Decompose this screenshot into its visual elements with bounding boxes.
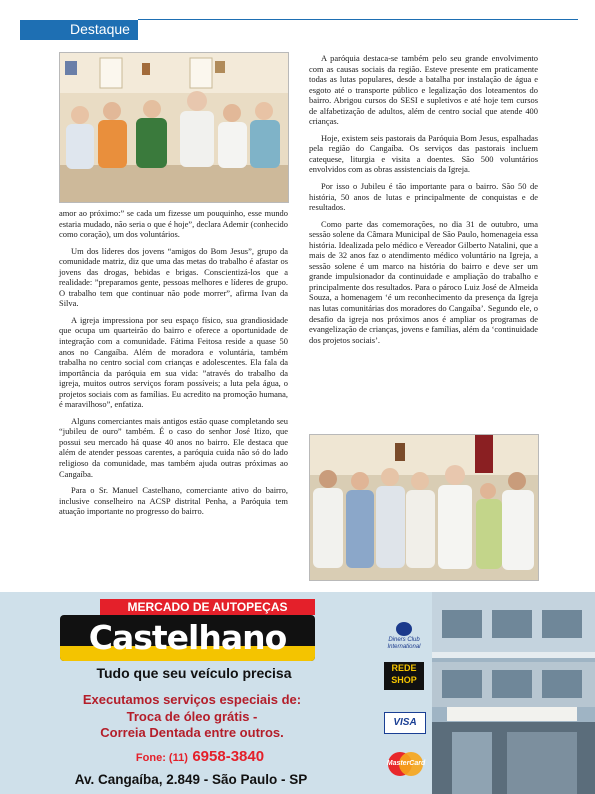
services-line: Executamos serviços especiais de: (82, 692, 302, 707)
right-text-column (309, 53, 538, 351)
paragraph: Alguns comerciantes mais antigos estão quase completando seu “jubileu de ouro” também. É o caso do senhor José Itizo, que possui seu mercado há quase 40 anos no bairro. Ele destaca que além de atender pessoas carentes, a paróquia cuida não só do lado religioso da comunidade, mas também ajuda outras próximas ao Cangaíba. (59, 415, 288, 479)
paragraph: Por isso o Jubileu é tão importante para o bairro. São 50 de história, 50 anos de lutas e principalmente de conquistas e de resultados. (309, 181, 538, 213)
services-line: Troca de óleo grátis - (126, 708, 258, 724)
paragraph: A igreja impressiona por seu espaço físico, sua grandiosidade que ocupa um quarteirão do bairro e oferece a oportunidade de integração com a comunidade. Fátima Feitosa reside a quase 50 anos no Cangaíba. Além de moradora e voluntária, também trabalha no centro social com crianças e adolescentes. Ela fala da importância da paróquia em sua vida: ”através do trabalho da igreja, muitos outros serviços foram possíveis; a luta pela água, o projetos sociais com as famílias. Eu acredito na promoção humana, é maravilhoso”, enfatiza. (59, 314, 288, 410)
logo-text: Castelhano (88, 618, 287, 657)
ad-phone (100, 748, 300, 766)
visa-logo (384, 712, 426, 734)
section-label: Destaque (70, 21, 130, 37)
paragraph: Como parte das comemorações, no dia 31 de outubro, uma sessão solene da Câmara Municipal de São Paulo, homenageia essa história. Idealizada pelo médico e Vereador Gilberto Natalini, que a mais de 32 anos faz o atendimento médico voluntário na Igreja, a sessão solene é um marco na história do bairro e deve ser um grande impulsionador da continuidade e ampliação do trabalho e principalmente dos resultados. Para o pároco Luiz José de Almeida Souza, a homenagem ‘é um reconhecimento da presença da Igreja nas lutas comunitárias dos moradores do Cangaíba’. Segundo ele, o desafio da igreja nos próximos anos é ampliar os programas de evangelização de crianças, jovens e famílias, além da ‘continuidade dos projetos sociais’. (309, 218, 538, 345)
left-text-column (59, 208, 288, 523)
photo-parish-group (309, 434, 539, 581)
castelhano-logo (60, 615, 315, 661)
paragraph: Hoje, existem seis pastorais da Paróquia Bom Jesus, espalhadas pela região do Cangaíba. Os serviços das pastorais incluem catequese, liturgia e visita a doentes. São 500 voluntários envolvidos com as obras assistenciais da Igreja. (309, 132, 538, 175)
storefront-photo (432, 592, 595, 794)
mastercard-text: MasterCard (386, 760, 426, 767)
ad-subtitle: MERCADO DE AUTOPEÇAS (100, 599, 315, 615)
redeshop-line: SHOP (391, 675, 417, 685)
diners-club-logo (384, 622, 424, 652)
phone-number: 6958-3840 (192, 748, 265, 765)
phone-label: Fone: (11) (135, 752, 188, 764)
section-header (20, 20, 138, 40)
mastercard-logo (384, 750, 424, 778)
paragraph: Para o Sr. Manuel Castelhano, comerciante ativo do bairro, inclusive conselheiro na ACSP distrital Penha, a Paróquia tem atuação importante no progresso do bairro. (59, 485, 288, 517)
payment-cards (378, 604, 433, 794)
diners-disc-icon (396, 622, 412, 636)
visa-text: VISA (393, 717, 417, 728)
photo-volunteers (59, 52, 289, 203)
services-line: Correia Dentada entre outros. (100, 725, 284, 740)
paragraph: A paróquia destaca-se também pelo seu grande envolvimento com as causas sociais da região. Esteve presente em praticamente todas as lutas populares, desde a batalha por instalação de água e esgoto até o transporte público e legalização dos loteamentos do bairro. Abrigou cursos do SESI e supletivos e até hoje tem cursos de alfabetização de adultos, além de centro social que atende 400 crianças. (309, 53, 538, 127)
redeshop-line: REDE (391, 663, 417, 673)
diners-text: Diners Club International (387, 637, 421, 650)
redeshop-logo (384, 662, 424, 690)
paragraph: amor ao próximo:” se cada um fizesse um pouquinho, esse mundo estaria mudado, não seria o que é hoje”, declara Ademir (conhecido como coração), um dos voluntários. (59, 208, 288, 240)
ad-address: Av. Cangaíba, 2.849 - São Paulo - SP (74, 772, 308, 787)
ad-tagline: Tudo que seu veículo precisa (96, 665, 292, 681)
header-rule (138, 19, 578, 20)
paragraph: Um dos líderes dos jovens “amigos do Bom Jesus”, grupo da comunidade matriz, diz que uma das metas do trabalho é afastar os jovens das drogas, bebidas e brigas. Conscientizá-los que a realidade: ”preparamos gente, pessoas melhores e líderes de grupo. O trabalho tem que continuar não pode morrer”, afirma Ivan da Silva. (59, 245, 288, 309)
advertisement (0, 592, 595, 794)
ad-services (42, 692, 342, 742)
